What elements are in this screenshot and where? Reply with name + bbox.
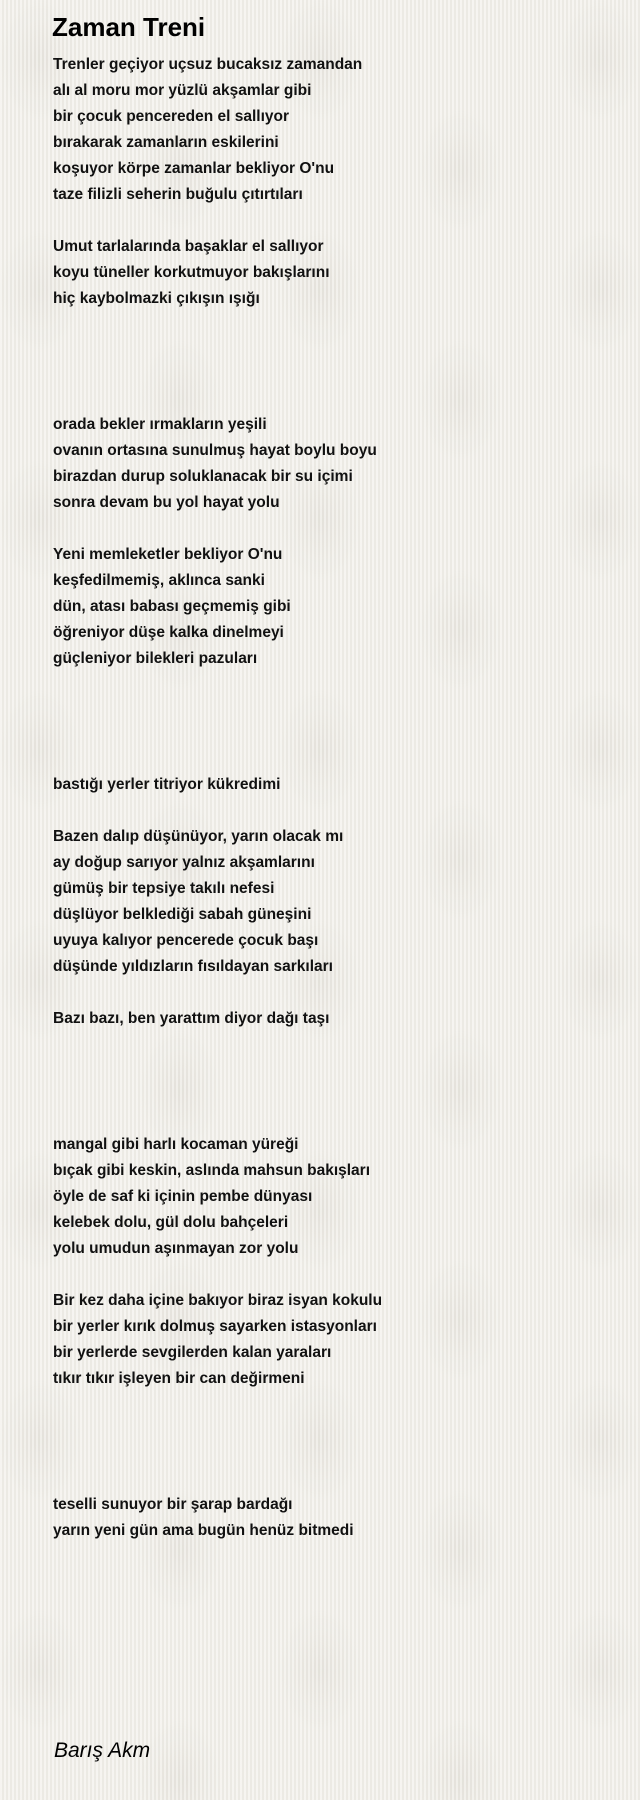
poem-line: bırakarak zamanların eskilerini: [53, 134, 279, 151]
poem-line: sonra devam bu yol hayat yolu: [53, 494, 280, 511]
poem-title: Zaman Treni: [52, 12, 206, 42]
stanza-gap: [53, 516, 613, 542]
poem-line: bir yerlerde sevgilerden kalan yaraları: [53, 1344, 332, 1361]
poem-line: alı al moru mor yüzlü akşamlar gibi: [53, 82, 312, 99]
poem-line: bastığı yerler titriyor kükredimi: [53, 776, 281, 793]
poem-line: uyuya kalıyor pencerede çocuk başı: [53, 932, 319, 949]
section-gap: [53, 1392, 613, 1492]
stanza: [53, 1492, 613, 1544]
section-gap: [53, 672, 613, 772]
poem-line: düşlüyor belklediği sabah güneşini: [53, 906, 312, 923]
poem-line: ovanın ortasına sunulmuş hayat boylu boyu: [53, 442, 377, 459]
stanza-gap: [53, 980, 613, 1006]
poem-line: yolu umudun aşınmayan zor yolu: [53, 1240, 299, 1257]
poem-line: bıçak gibi keskin, aslında mahsun bakışları: [53, 1162, 371, 1179]
stanza: [53, 412, 613, 516]
poem-line: teselli sunuyor bir şarap bardağı: [53, 1496, 293, 1513]
stanza: [53, 542, 613, 672]
poem-line: birazdan durup soluklanacak bir su içimi: [53, 468, 353, 485]
poem-line: düşünde yıldızların fısıldayan sarkıları: [53, 958, 333, 975]
poem-line: bir yerler kırık dolmuş sayarken istasyonları: [53, 1318, 377, 1335]
poem-line: gümüş bir tepsiye takılı nefesi: [53, 880, 275, 897]
poem-line: ay doğup sarıyor yalnız akşamlarını: [53, 854, 315, 871]
stanza-gap: [53, 1262, 613, 1288]
poem-line: keşfedilmemiş, aklınca sanki: [53, 572, 265, 589]
stanza: [53, 1132, 613, 1262]
poem-line: mangal gibi harlı kocaman yüreği: [53, 1136, 299, 1153]
poem-line: dün, atası babası geçmemiş gibi: [53, 598, 291, 615]
poem-line: koyu tüneller korkutmuyor bakışlarını: [53, 264, 330, 281]
poem-line: orada bekler ırmakların yeşili: [53, 416, 267, 433]
poem-line: taze filizli seherin buğulu çıtırtıları: [53, 186, 303, 203]
poem-line: öğreniyor düşe kalka dinelmeyi: [53, 624, 284, 641]
poem-line: hiç kaybolmazki çıkışın ışığı: [53, 290, 260, 307]
poem-line: öyle de saf ki içinin pembe dünyası: [53, 1188, 313, 1205]
stanza: [53, 1288, 613, 1392]
poem-line: koşuyor körpe zamanlar bekliyor O'nu: [53, 160, 335, 177]
poem-line: Bazen dalıp düşünüyor, yarın olacak mı: [53, 828, 344, 845]
stanza-gap: [53, 208, 613, 234]
poem-line: yarın yeni gün ama bugün henüz bitmedi: [53, 1522, 354, 1539]
poem-line: Umut tarlalarında başaklar el sallıyor: [53, 238, 324, 255]
section-gap: [53, 312, 613, 412]
poem-line: bir çocuk pencereden el sallıyor: [53, 108, 290, 125]
poem-line: kelebek dolu, gül dolu bahçeleri: [53, 1214, 289, 1231]
stanza: [53, 234, 613, 312]
stanza: [53, 772, 613, 798]
section-gap: [53, 1032, 613, 1132]
poem-line: tıkır tıkır işleyen bir can değirmeni: [53, 1370, 305, 1387]
poem-line: Yeni memleketler bekliyor O'nu: [53, 546, 283, 563]
stanza-gap: [53, 798, 613, 824]
poem-body: [53, 52, 613, 1544]
stanza: [53, 824, 613, 980]
poem-line: Bazı bazı, ben yarattım diyor dağı taşı: [53, 1010, 330, 1027]
poem-line: Bir kez daha içine bakıyor biraz isyan kokulu: [53, 1292, 383, 1309]
stanza: [53, 52, 613, 208]
poem-line: Trenler geçiyor uçsuz bucaksız zamandan: [53, 56, 363, 73]
poem-author[interactable]: Barış Akm: [54, 1739, 151, 1762]
stanza: [53, 1006, 613, 1032]
poem-line: güçleniyor bilekleri pazuları: [53, 650, 258, 667]
